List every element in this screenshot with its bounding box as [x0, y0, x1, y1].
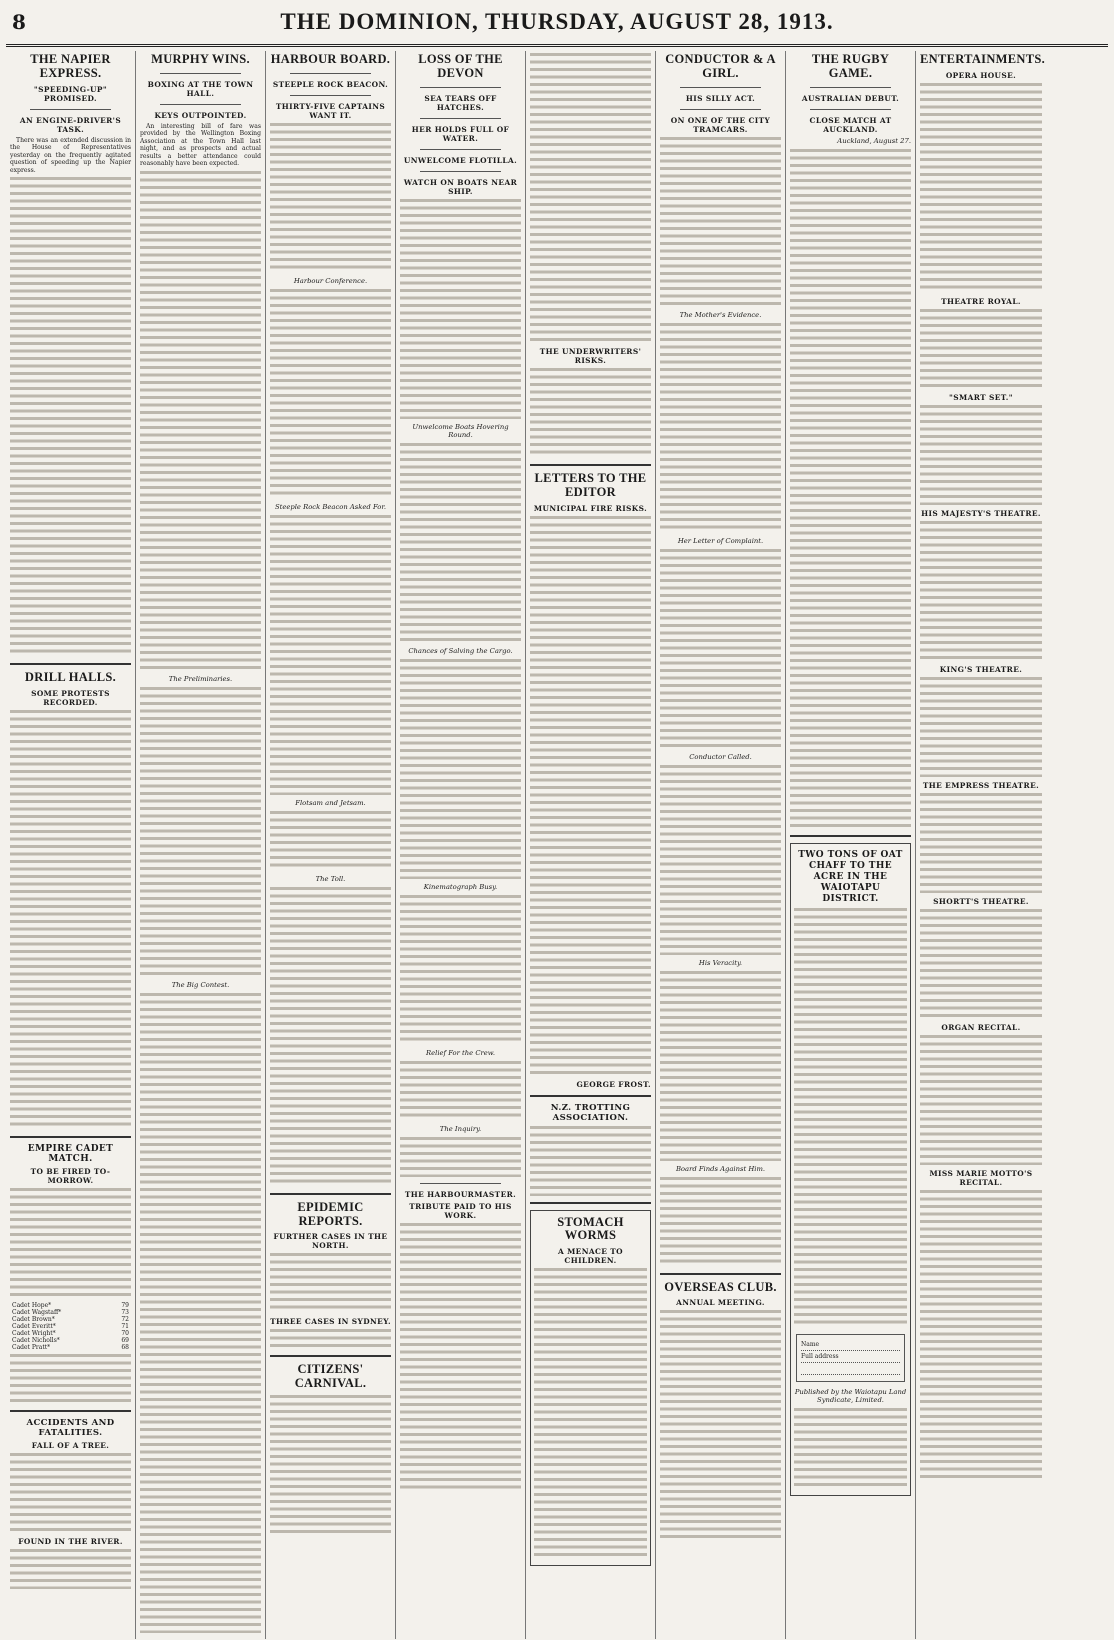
article-headline: THE NAPIER EXPRESS.	[30, 52, 111, 80]
article-body	[920, 309, 1042, 389]
article-body	[270, 289, 391, 499]
cadet-score: 68	[121, 1343, 129, 1351]
article-subheading: AUSTRALIAN DEBUT.	[801, 93, 900, 103]
article-subheading: AN ENGINE-DRIVER'S TASK.	[19, 115, 122, 134]
article-subheading: KING'S THEATRE.	[939, 664, 1023, 674]
article-subheading: HIS SILLY ACT.	[685, 93, 756, 103]
column-6	[656, 51, 786, 1639]
advertisement-headline: TWO TONS OF OAT CHAFF TO THE ACRE IN THE WAIOTAPU DISTRICT.	[798, 849, 903, 904]
article-headline: ACCIDENTS AND FATALITIES.	[26, 1417, 115, 1438]
divider	[420, 171, 501, 172]
article-subheading: FALL OF A TREE.	[31, 1440, 110, 1450]
article-body	[530, 516, 651, 1076]
form-blank-line	[801, 1365, 900, 1375]
article-body	[10, 177, 131, 657]
article-body	[270, 887, 391, 1187]
article-subheading: WATCH ON BOATS NEAR SHIP.	[403, 177, 518, 196]
divider	[530, 1095, 651, 1097]
article-body	[270, 1395, 391, 1535]
advertisement	[790, 843, 911, 1496]
article-subheading: ORGAN RECITAL.	[941, 1022, 1021, 1032]
article-body	[10, 1354, 131, 1404]
article-subheading: The Mother's Evidence.	[679, 310, 762, 319]
divider	[270, 1193, 391, 1195]
article-body	[10, 1549, 131, 1589]
article-subheading: MUNICIPAL FIRE RISKS.	[533, 503, 648, 513]
article-body	[10, 1453, 131, 1533]
divider	[420, 149, 501, 150]
article-subheading: FURTHER CASES IN THE NORTH.	[273, 1232, 388, 1251]
article-headline: DRILL HALLS.	[24, 670, 117, 684]
article-subheading: The Preliminaries.	[168, 674, 233, 683]
divider	[420, 118, 501, 119]
cadet-score: 71	[121, 1322, 129, 1330]
cadet-name: Cadet Wright*	[12, 1329, 56, 1337]
divider	[160, 104, 241, 105]
table-row	[10, 1323, 131, 1330]
divider	[530, 464, 651, 466]
article-body	[660, 549, 781, 749]
advertisement-body	[794, 1408, 907, 1488]
form-address-line: Full address	[801, 1353, 900, 1363]
article-subheading: HIS MAJESTY'S THEATRE.	[921, 508, 1041, 518]
advertisement-body	[794, 908, 907, 1328]
cadet-score: 73	[121, 1308, 129, 1316]
article-subheading: SOME PROTESTS RECORDED.	[31, 688, 110, 707]
cadet-scores-table	[10, 1302, 131, 1351]
table-row	[10, 1302, 131, 1309]
article-headline: LOSS OF THE DEVON	[418, 52, 503, 80]
column-2	[136, 51, 266, 1639]
cadet-name: Cadet Everitt*	[12, 1322, 56, 1330]
column-8	[916, 51, 1046, 1639]
divider	[10, 1136, 131, 1138]
article-headline: THE RUGBY GAME.	[811, 52, 890, 80]
table-row	[10, 1316, 131, 1323]
cadet-name: Cadet Pratt*	[12, 1343, 51, 1351]
article-subheading: SHORTT'S THEATRE.	[933, 896, 1029, 906]
article-body	[660, 1310, 781, 1540]
article-body	[530, 53, 651, 343]
divider	[420, 87, 501, 88]
divider	[530, 1202, 651, 1204]
article-body	[530, 368, 651, 458]
article-body	[400, 895, 521, 1045]
article-subheading: Flotsam and Jetsam.	[295, 798, 366, 807]
divider	[290, 73, 371, 74]
page-number: 8	[12, 10, 26, 34]
article-headline: OVERSEAS CLUB.	[664, 1279, 777, 1294]
article-subheading: THIRTY-FIVE CAPTAINS WANT IT.	[275, 101, 386, 120]
article-subheading: The Toll.	[315, 874, 346, 883]
columns	[6, 51, 1108, 1639]
article-body	[400, 199, 521, 419]
table-row	[10, 1344, 131, 1351]
table-row	[10, 1337, 131, 1344]
cadet-name: Cadet Wagstaff*	[12, 1308, 62, 1316]
cadet-score: 72	[121, 1315, 129, 1323]
article-body	[790, 149, 911, 829]
article-body	[400, 1223, 521, 1493]
application-form	[796, 1334, 905, 1382]
divider	[790, 835, 911, 837]
article-body	[400, 1137, 521, 1177]
article-subheading: THREE CASES IN SYDNEY.	[270, 1317, 391, 1327]
article-headline: CONDUCTOR & A GIRL.	[665, 52, 776, 80]
dateline: Auckland, August 27.	[837, 136, 911, 145]
article-body	[270, 811, 391, 871]
article-subheading: The Inquiry.	[439, 1124, 482, 1133]
article-body	[140, 993, 261, 1633]
cadet-score: 69	[121, 1336, 129, 1344]
article-headline: ENTERTAINMENTS.	[920, 52, 1046, 66]
newspaper-title: THE DOMINION, THURSDAY, AUGUST 28, 1913.	[280, 9, 834, 34]
article-subheading: HER HOLDS FULL OF WATER.	[411, 124, 510, 143]
article-subheading: ANNUAL MEETING.	[676, 1298, 765, 1308]
advertisement	[530, 1210, 651, 1567]
article-subheading: Unwelcome Boats Hovering Round.	[412, 422, 509, 439]
article-body	[400, 659, 521, 879]
article-body	[920, 1035, 1042, 1165]
article-subheading: Board Finds Against Him.	[675, 1164, 766, 1173]
article-headline: N.Z. TROTTING ASSOCIATION.	[550, 1102, 631, 1123]
article-subheading: Steeple Rock Beacon Asked For.	[274, 502, 387, 511]
masthead	[6, 0, 1108, 47]
column-5	[526, 51, 656, 1639]
divider	[810, 87, 891, 88]
article-body	[270, 123, 391, 273]
article-subheading: Kinematograph Busy.	[423, 882, 498, 891]
advertisement-headline: STOMACH WORMS	[557, 1214, 624, 1243]
article-subheading: "SPEEDING-UP" PROMISED.	[33, 84, 108, 103]
article-subheading: Chances of Salving the Cargo.	[408, 646, 513, 655]
article-subheading: The Big Contest.	[171, 980, 230, 989]
article-body	[270, 1253, 391, 1313]
article-body	[270, 515, 391, 795]
cadet-name: Cadet Nicholls*	[12, 1336, 60, 1344]
article-headline: CITIZENS' CARNIVAL.	[294, 1362, 367, 1390]
article-body	[660, 1177, 781, 1267]
article-body	[10, 1188, 131, 1298]
article-subheading: KEYS OUTPOINTED.	[154, 110, 247, 120]
article-subheading: STEEPLE ROCK BEACON.	[272, 79, 389, 89]
column-3	[266, 51, 396, 1639]
article-body	[660, 765, 781, 955]
article-body	[920, 677, 1042, 777]
advertisement-body	[534, 1268, 647, 1558]
article-body	[270, 1329, 391, 1349]
article-subheading: TRIBUTE PAID TO HIS WORK.	[409, 1201, 512, 1220]
article-body	[920, 83, 1042, 293]
divider	[420, 1183, 501, 1184]
cadet-score: 70	[121, 1329, 129, 1337]
publisher-line: Published by the Waiotapu Land Syndicate, Limited.	[794, 1387, 907, 1404]
article-headline: MURPHY WINS.	[151, 52, 250, 66]
article-body	[920, 521, 1042, 661]
article-subheading: ON ONE OF THE CITY TRAMCARS.	[670, 115, 771, 134]
article-subheading: Conductor Called.	[689, 752, 752, 761]
column-4	[396, 51, 526, 1639]
article-body	[920, 909, 1042, 1019]
article-body	[920, 793, 1042, 893]
divider	[160, 73, 241, 74]
article-body	[10, 710, 131, 1130]
article-text: An interesting bill of fare was provided by the Wellington Boxing Association at the Town Hall last night, and as prospects and actual results a better attendance could reasonably have been expected.	[140, 122, 261, 168]
divider	[290, 95, 371, 96]
article-subheading: Relief For the Crew.	[426, 1048, 495, 1057]
divider	[270, 1355, 391, 1357]
table-row	[10, 1309, 131, 1316]
column-7	[786, 51, 916, 1639]
cadet-name: Cadet Brown*	[12, 1315, 55, 1323]
article-subheading: Harbour Conference.	[293, 276, 368, 285]
article-body	[140, 687, 261, 977]
divider	[680, 109, 761, 110]
article-body	[400, 1061, 521, 1121]
column-1	[6, 51, 136, 1639]
article-subheading: THEATRE ROYAL.	[941, 296, 1021, 306]
article-subheading: His Veracity.	[698, 958, 743, 967]
form-name-line: Name	[801, 1341, 900, 1351]
article-body	[660, 323, 781, 533]
article-subheading: OPERA HOUSE.	[945, 70, 1017, 80]
article-body	[140, 171, 261, 671]
article-body	[530, 1126, 651, 1196]
article-body	[920, 1190, 1042, 1480]
article-subheading: BOXING AT THE TOWN HALL.	[147, 79, 254, 98]
article-body	[400, 443, 521, 643]
article-body	[660, 971, 781, 1161]
article-headline: HARBOUR BOARD.	[270, 52, 391, 66]
cadet-score: 79	[121, 1301, 129, 1309]
divider	[810, 109, 891, 110]
article-headline: LETTERS TO THE EDITOR	[534, 471, 647, 499]
letter-signature: GEORGE FROST.	[576, 1079, 651, 1089]
article-subheading: THE HARBOURMASTER.	[404, 1189, 517, 1199]
article-subheading: CLOSE MATCH AT AUCKLAND.	[809, 115, 892, 134]
divider	[10, 1410, 131, 1412]
article-text: There was an extended discussion in the House of Representatives yesterday on the frequently agitated question of speeding up the Napier express.	[10, 136, 131, 174]
divider	[660, 1273, 781, 1275]
article-subheading: THE EMPRESS THEATRE.	[922, 780, 1040, 790]
advertisement-subheading: A MENACE TO CHILDREN.	[557, 1247, 624, 1265]
article-subheading: FOUND IN THE RIVER.	[18, 1536, 123, 1546]
article-subheading: SEA TEARS OFF HATCHES.	[424, 93, 497, 112]
article-subheading: Her Letter of Complaint.	[677, 536, 764, 545]
article-subheading: MISS MARIE MOTTO'S RECITAL.	[929, 1168, 1033, 1187]
article-body	[660, 137, 781, 307]
article-subheading: THE UNDERWRITERS' RISKS.	[539, 347, 642, 365]
article-subheading: TO BE FIRED TO-MORROW.	[30, 1166, 111, 1185]
divider	[30, 109, 111, 110]
table-row	[10, 1330, 131, 1337]
divider	[680, 87, 761, 88]
article-subheading: UNWELCOME FLOTILLA.	[403, 155, 518, 165]
article-headline: EMPIRE CADET MATCH.	[27, 1143, 114, 1164]
divider	[10, 663, 131, 665]
article-subheading: "SMART SET."	[949, 392, 1013, 402]
cadet-name: Cadet Hope*	[12, 1301, 52, 1309]
article-body	[920, 405, 1042, 505]
article-headline: EPIDEMIC REPORTS.	[297, 1199, 364, 1228]
